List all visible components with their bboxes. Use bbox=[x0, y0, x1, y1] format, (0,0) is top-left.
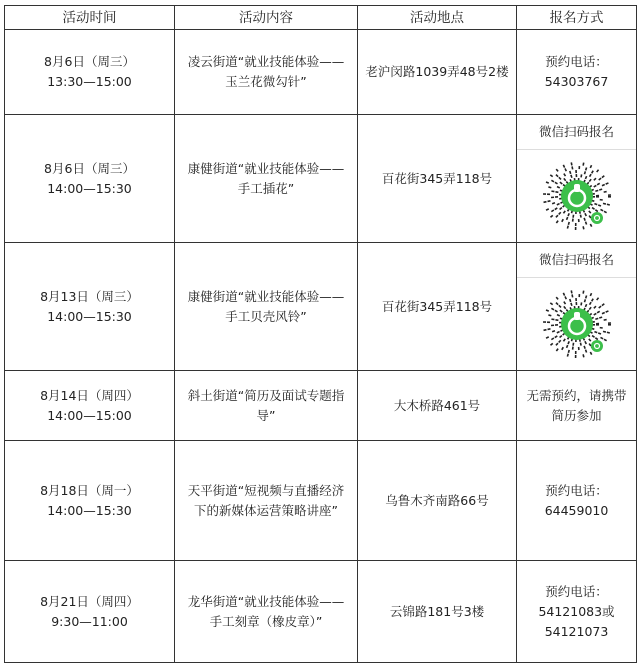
content-line: 手工贝壳风铃” bbox=[225, 308, 307, 324]
table-row bbox=[5, 561, 637, 663]
content-line: 玉兰花微勾针” bbox=[225, 74, 307, 89]
header-signup: 报名方式 bbox=[517, 6, 637, 30]
signup-line: 预约电话： bbox=[545, 583, 608, 599]
content-line: 康健街道“就业技能体验—— bbox=[187, 160, 345, 176]
place-cell: 老沪闵路1039弄48号2楼 bbox=[358, 30, 517, 115]
qr-code-icon bbox=[539, 158, 615, 234]
header-place: 活动地点 bbox=[358, 6, 517, 30]
place-cell: 百花街345弄118号 bbox=[358, 115, 517, 243]
time-cell bbox=[5, 561, 175, 663]
table-row bbox=[5, 371, 637, 441]
content-line: 龙华街道“就业技能体验—— bbox=[187, 593, 345, 609]
content-cell bbox=[175, 115, 358, 243]
signup-line: 54303767 bbox=[544, 74, 609, 89]
qr-code-icon bbox=[539, 286, 615, 362]
time: 14:00—15:30 bbox=[47, 308, 132, 324]
content-line: 天平街道“短视频与直播经济 bbox=[187, 482, 345, 498]
signup-cell bbox=[517, 441, 637, 561]
time: 14:00—15:30 bbox=[47, 180, 132, 196]
signup-line: 54121083或 bbox=[538, 603, 615, 619]
signup-line: 54121073 bbox=[544, 623, 609, 639]
content-line: 导” bbox=[256, 407, 276, 423]
content-cell bbox=[175, 371, 358, 441]
table-row bbox=[5, 441, 637, 561]
header-content: 活动内容 bbox=[175, 6, 358, 30]
place-cell: 乌鲁木齐南路66号 bbox=[358, 441, 517, 561]
header-time: 活动时间 bbox=[5, 6, 175, 30]
date: 8月13日（周三） bbox=[40, 288, 139, 304]
signup-cell bbox=[517, 561, 637, 663]
signup-cell bbox=[517, 115, 637, 243]
content-line: 手工刻章（橡皮章）” bbox=[209, 613, 323, 629]
content-cell bbox=[175, 561, 358, 663]
date: 8月18日（周一） bbox=[40, 482, 139, 498]
table-row bbox=[5, 243, 637, 371]
content-cell bbox=[175, 243, 358, 371]
signup-cell bbox=[517, 243, 637, 371]
time: 9:30—11:00 bbox=[51, 613, 128, 629]
date: 8月6日（周三） bbox=[44, 54, 135, 69]
content-cell bbox=[175, 441, 358, 561]
signup-line: 无需预约，请携带 bbox=[526, 387, 627, 403]
table-row bbox=[5, 115, 637, 243]
time-cell bbox=[5, 243, 175, 371]
signup-cell bbox=[517, 371, 637, 441]
activity-table bbox=[4, 5, 637, 663]
signup-line: 64459010 bbox=[544, 502, 609, 518]
date: 8月6日（周三） bbox=[44, 160, 135, 176]
content-line: 康健街道“就业技能体验—— bbox=[187, 288, 345, 304]
date: 8月14日（周四） bbox=[40, 387, 139, 403]
signup-text: 微信扫码报名 bbox=[517, 115, 636, 150]
time-cell bbox=[5, 115, 175, 243]
place-cell: 大木桥路461号 bbox=[358, 371, 517, 441]
place-cell: 百花街345弄118号 bbox=[358, 243, 517, 371]
content-line: 斜土街道“简历及面试专题指 bbox=[187, 387, 345, 403]
time: 13:30—15:00 bbox=[47, 74, 132, 89]
header-row bbox=[5, 6, 637, 30]
time: 14:00—15:30 bbox=[47, 502, 132, 518]
time: 14:00—15:00 bbox=[47, 407, 132, 423]
signup-text: 微信扫码报名 bbox=[517, 243, 636, 278]
time-cell bbox=[5, 30, 175, 115]
content-line: 手工插花” bbox=[237, 180, 295, 196]
content-line: 凌云街道“就业技能体验—— bbox=[187, 54, 345, 69]
content-line: 下的新媒体运营策略讲座” bbox=[194, 502, 338, 518]
signup-line: 预约电话： bbox=[545, 54, 608, 69]
signup-line: 预约电话： bbox=[545, 482, 608, 498]
content-cell bbox=[175, 30, 358, 115]
place-cell: 云锦路181号3楼 bbox=[358, 561, 517, 663]
time-cell bbox=[5, 371, 175, 441]
signup-line: 简历参加 bbox=[551, 407, 602, 423]
table-row bbox=[5, 30, 637, 115]
signup-cell bbox=[517, 30, 637, 115]
date: 8月21日（周四） bbox=[40, 593, 139, 609]
time-cell bbox=[5, 441, 175, 561]
